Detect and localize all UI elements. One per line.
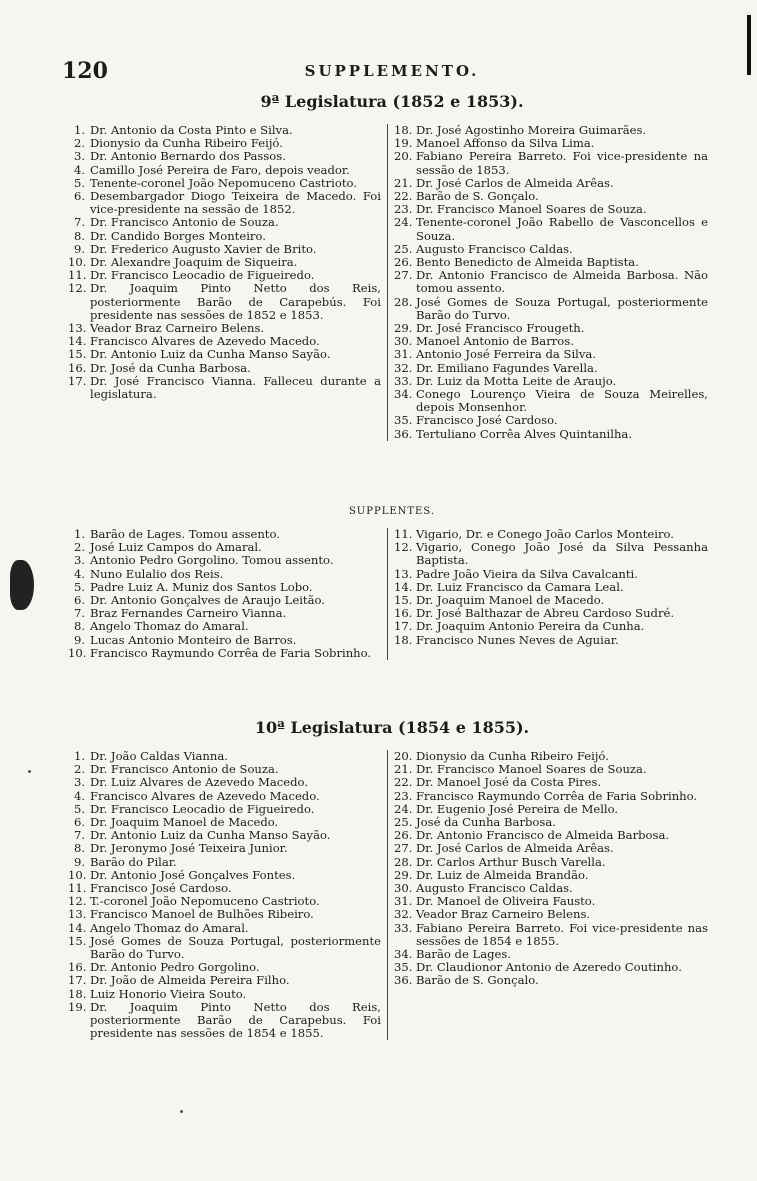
list-item — [394, 922, 708, 948]
item-text: Dr. Antonio Francisco de Almeida Barbosa. Não tomou assento. — [416, 268, 708, 296]
item-text: Dionysio da Cunha Ribeiro Feijó. — [90, 136, 283, 151]
list-item — [68, 908, 381, 921]
item-text: Veador Braz Carneiro Belens. — [90, 321, 265, 336]
item-text: Dr. Antonio da Costa Pinto e Silva. — [90, 123, 293, 137]
page-number: 120 — [62, 58, 108, 84]
item-number: 14. — [68, 334, 87, 349]
list-item — [68, 554, 381, 567]
supplentes-left-column — [68, 528, 388, 660]
item-text: Angelo Thomaz do Amaral. — [90, 920, 249, 935]
legislatura-10-right-column — [388, 750, 708, 1040]
item-text: Dr. Alexandre Joaquim de Siqueira. — [90, 255, 298, 270]
item-number: 34. — [394, 947, 413, 962]
margin-ink-rule — [747, 15, 751, 75]
list-item — [68, 230, 381, 243]
item-text: Padre Luiz A. Muniz dos Santos Lobo. — [90, 579, 313, 594]
item-number: 2. — [73, 762, 85, 777]
item-number: 11. — [68, 268, 87, 283]
list-item — [394, 620, 708, 633]
item-text: Dr. Joaquim Pinto Netto dos Reis, posteriormente Barão de Carapebús. Foi presidente nas sessões de 1852 e 1853. — [90, 281, 381, 322]
item-text: Barão de S. Gonçalo. — [416, 973, 539, 988]
item-number: 20. — [394, 149, 413, 164]
item-text: José Luiz Campos do Amaral. — [90, 540, 262, 555]
item-number: 14. — [68, 920, 87, 935]
list-item — [394, 428, 708, 441]
list-item — [394, 568, 708, 581]
item-number: 5. — [73, 801, 85, 816]
list-item — [394, 216, 708, 242]
item-number: 33. — [394, 920, 413, 935]
item-number: 18. — [68, 986, 87, 1001]
list-item — [394, 856, 708, 869]
item-number: 35. — [394, 960, 413, 975]
item-text: Dr. Francisco Antonio de Souza. — [90, 215, 279, 230]
item-text: Dr. José da Cunha Barbosa. — [90, 360, 251, 375]
list-item — [68, 856, 381, 869]
item-number: 19. — [394, 136, 413, 151]
item-text: Dr. Luiz de Almeida Brandão. — [416, 867, 589, 882]
item-number: 17. — [68, 373, 87, 388]
list-item — [68, 634, 381, 647]
item-text: Angelo Thomaz do Amaral. — [90, 619, 249, 634]
item-text: Tenente-coronel João Rabello de Vasconcellos e Souza. — [416, 215, 708, 243]
item-text: Francisco Raymundo Corrêa de Faria Sobrinho. — [416, 788, 698, 803]
list-item — [68, 568, 381, 581]
item-number: 1. — [73, 749, 85, 763]
item-number: 31. — [394, 894, 413, 909]
legislatura-9-title: 9ª Legislatura (1852 e 1853). — [260, 92, 524, 111]
item-text: Bento Benedicto de Almeida Baptista. — [416, 255, 639, 270]
page-header — [62, 58, 722, 82]
item-text: Dionysio da Cunha Ribeiro Feijó. — [416, 749, 609, 763]
item-number: 30. — [394, 334, 413, 349]
item-text: Dr. José Francisco Frougeth. — [416, 321, 585, 336]
item-number: 8. — [73, 841, 85, 856]
item-text: Manoel Affonso da Silva Lima. — [416, 136, 595, 151]
ink-speck — [180, 1110, 183, 1113]
list-item — [394, 634, 708, 647]
item-number: 28. — [394, 294, 413, 309]
legislatura-10-left-column — [68, 750, 388, 1040]
item-text: Dr. Frederico Augusto Xavier de Brito. — [90, 241, 317, 256]
item-text: Augusto Francisco Caldas. — [416, 881, 573, 896]
item-text: Dr. Antonio José Gonçalves Fontes. — [90, 867, 296, 882]
item-text: Dr. Luiz Alvares de Azevedo Macedo. — [90, 775, 309, 790]
supplentes-list — [68, 528, 708, 660]
list-item — [68, 164, 381, 177]
item-number: 27. — [394, 841, 413, 856]
item-number: 2. — [73, 136, 85, 151]
item-text: T.-coronel João Nepomuceno Castrioto. — [90, 894, 320, 909]
item-number: 7. — [73, 606, 85, 621]
legislatura-9-right-column — [388, 124, 708, 441]
item-number: 24. — [394, 801, 413, 816]
item-number: 13. — [394, 566, 413, 581]
item-text: Antonio Pedro Gorgolino. Tomou assento. — [90, 553, 334, 568]
list-item — [68, 1001, 381, 1041]
item-number: 22. — [394, 189, 413, 204]
item-text: Dr. Luiz Francisco da Camara Leal. — [416, 579, 624, 594]
item-text: Vigario, Conego João José da Silva Pessanha Baptista. — [416, 540, 708, 568]
item-number: 26. — [394, 828, 413, 843]
item-text: Dr. Francisco Manoel Soares de Souza. — [416, 762, 647, 777]
item-text: Dr. João Caldas Vianna. — [90, 749, 228, 763]
item-number: 20. — [394, 749, 413, 763]
item-number: 7. — [73, 828, 85, 843]
item-number: 6. — [73, 189, 85, 204]
item-text: Lucas Antonio Monteiro de Barros. — [90, 632, 297, 647]
item-text: Desembargador Diogo Teixeira de Macedo. Foi vice-presidente na sessão de 1852. — [90, 189, 381, 217]
item-text: Dr. Carlos Arthur Busch Varella. — [416, 854, 606, 869]
list-item — [394, 348, 708, 361]
item-number: 13. — [68, 321, 87, 336]
item-number: 17. — [394, 619, 413, 634]
item-text: Dr. João de Almeida Pereira Filho. — [90, 973, 290, 988]
item-number: 6. — [73, 815, 85, 830]
item-number: 28. — [394, 854, 413, 869]
list-item — [68, 150, 381, 163]
list-item — [68, 282, 381, 322]
item-text: Dr. Francisco Manoel Soares de Souza. — [416, 202, 647, 217]
item-number: 11. — [394, 527, 413, 541]
list-item — [394, 790, 708, 803]
item-text: José Gomes de Souza Portugal, posteriormente Barão do Turvo. — [90, 933, 381, 962]
item-number: 1. — [73, 527, 85, 541]
list-item — [68, 776, 381, 789]
item-number: 18. — [394, 123, 413, 137]
item-text: Dr. Joaquim Manoel de Macedo. — [416, 593, 605, 608]
item-number: 16. — [68, 960, 87, 975]
item-text: Dr. José Agostinho Moreira Guimarães. — [416, 123, 647, 137]
item-text: Francisco Raymundo Corrêa de Faria Sobrinho. — [90, 645, 372, 660]
item-text: Francisco Manoel de Bulhões Ribeiro. — [90, 907, 314, 922]
item-text: Francisco José Cardoso. — [416, 413, 558, 428]
item-text: Veador Braz Carneiro Belens. — [416, 907, 591, 922]
item-number: 6. — [73, 593, 85, 608]
legislatura-10-title: 10ª Legislatura (1854 e 1855). — [254, 718, 530, 737]
item-text: Conego Lourenço Vieira de Souza Meirelles, depois Monsenhor. — [416, 387, 708, 415]
item-text: Camillo José Pereira de Faro, depois veador. — [90, 162, 350, 177]
item-number: 3. — [73, 149, 85, 164]
item-text: Dr. José Carlos de Almeida Arêas. — [416, 841, 614, 856]
item-text: José Gomes de Souza Portugal, posteriormente Barão do Turvo. — [416, 294, 708, 322]
supplentes-right-column — [388, 528, 708, 660]
item-text: Dr. Francisco Antonio de Souza. — [90, 762, 279, 777]
item-text: Francisco Nunes Neves de Aguiar. — [416, 632, 619, 647]
list-item — [394, 842, 708, 855]
list-item — [68, 216, 381, 229]
item-number: 32. — [394, 907, 413, 922]
item-text: Luiz Honorio Vieira Souto. — [90, 986, 247, 1001]
item-number: 8. — [73, 619, 85, 634]
item-text: Dr. Candido Borges Monteiro. — [90, 228, 266, 243]
item-text: Dr. Claudionor Antonio de Azeredo Coutinho. — [416, 960, 682, 975]
item-text: Francisco José Cardoso. — [90, 881, 232, 896]
list-item — [68, 647, 381, 660]
item-number: 16. — [394, 606, 413, 621]
legislatura-10-list — [68, 750, 708, 1040]
item-number: 7. — [73, 215, 85, 230]
item-number: 18. — [394, 632, 413, 647]
item-number: 12. — [68, 894, 87, 909]
item-number: 8. — [73, 228, 85, 243]
list-item — [68, 375, 381, 401]
item-number: 23. — [394, 788, 413, 803]
legislatura-9-left-column — [68, 124, 388, 441]
list-item — [394, 414, 708, 427]
item-text: Barão de Lages. — [416, 947, 512, 962]
item-text: Nuno Eulalio dos Reis. — [90, 566, 224, 581]
item-number: 1. — [73, 123, 85, 137]
item-text: Dr. Jeronymo José Teixeira Junior. — [90, 841, 288, 856]
item-number: 5. — [73, 579, 85, 594]
item-number: 16. — [68, 360, 87, 375]
item-text: Dr. Antonio Bernardo dos Passos. — [90, 149, 286, 164]
item-number: 36. — [394, 426, 413, 441]
item-number: 35. — [394, 413, 413, 428]
item-text: Augusto Francisco Caldas. — [416, 241, 573, 256]
item-text: Dr. Manoel José da Costa Pires. — [416, 775, 602, 790]
item-number: 10. — [68, 645, 87, 660]
item-number: 13. — [68, 907, 87, 922]
item-number: 19. — [68, 999, 87, 1014]
list-item — [68, 620, 381, 633]
list-item — [394, 974, 708, 987]
item-text: Dr. José Francisco Vianna. Falleceu durante a legislatura. — [90, 373, 381, 402]
list-item — [68, 935, 381, 961]
item-number: 23. — [394, 202, 413, 217]
item-number: 10. — [68, 867, 87, 882]
item-number: 26. — [394, 255, 413, 270]
item-text: Dr. Manoel de Oliveira Fausto. — [416, 894, 596, 909]
item-text: Dr. Luiz da Motta Leite de Araujo. — [416, 373, 617, 388]
item-number: 30. — [394, 881, 413, 896]
item-text: Dr. Francisco Leocadio de Figueiredo. — [90, 268, 315, 283]
item-text: Vigario, Dr. e Conego João Carlos Monteiro. — [416, 527, 674, 541]
item-number: 5. — [73, 175, 85, 190]
item-text: Manoel Antonio de Barros. — [416, 334, 574, 349]
item-text: Dr. José Balthazar de Abreu Cardoso Sudré. — [416, 606, 675, 621]
legislatura-9-list — [68, 124, 708, 441]
list-item — [394, 150, 708, 176]
item-text: Dr. Antonio Francisco de Almeida Barbosa. — [416, 828, 670, 843]
item-number: 27. — [394, 268, 413, 283]
list-item — [68, 842, 381, 855]
item-text: Padre João Vieira da Silva Cavalcanti. — [416, 566, 638, 581]
item-number: 34. — [394, 387, 413, 402]
item-number: 32. — [394, 360, 413, 375]
item-text: Dr. Antonio Luiz da Cunha Manso Sayão. — [90, 828, 331, 843]
item-number: 36. — [394, 973, 413, 988]
item-number: 4. — [73, 566, 85, 581]
item-number: 14. — [394, 579, 413, 594]
item-number: 11. — [68, 881, 87, 896]
list-item — [394, 388, 708, 414]
item-number: 12. — [68, 281, 87, 296]
item-text: Francisco Alvares de Azevedo Macedo. — [90, 788, 320, 803]
item-number: 15. — [394, 593, 413, 608]
item-number: 25. — [394, 815, 413, 830]
item-number: 4. — [73, 162, 85, 177]
item-number: 22. — [394, 775, 413, 790]
supplentes-title: SUPPLENTES. — [348, 506, 436, 517]
item-number: 31. — [394, 347, 413, 362]
item-number: 21. — [394, 175, 413, 190]
item-number: 10. — [68, 255, 87, 270]
item-number: 15. — [68, 933, 87, 948]
item-text: Fabiano Pereira Barreto. Foi vice-presidente na sessão de 1853. — [416, 149, 708, 177]
item-text: Francisco Alvares de Azevedo Macedo. — [90, 334, 320, 349]
item-text: José da Cunha Barbosa. — [416, 815, 556, 830]
item-number: 25. — [394, 241, 413, 256]
item-number: 3. — [73, 775, 85, 790]
item-text: Barão de Lages. Tomou assento. — [90, 527, 280, 541]
item-number: 24. — [394, 215, 413, 230]
item-number: 3. — [73, 553, 85, 568]
item-text: Antonio José Ferreira da Silva. — [416, 347, 597, 362]
item-text: Dr. Eugenio José Pereira de Mello. — [416, 801, 619, 816]
item-text: Dr. Joaquim Manoel de Macedo. — [90, 815, 279, 830]
item-text: Dr. José Carlos de Almeida Arêas. — [416, 175, 614, 190]
list-item — [68, 362, 381, 375]
ink-speck — [28, 770, 31, 773]
list-item — [68, 348, 381, 361]
item-text: Dr. Antonio Gonçalves de Araujo Leitão. — [90, 593, 325, 608]
item-number: 9. — [73, 632, 85, 647]
item-number: 9. — [73, 854, 85, 869]
list-item — [68, 974, 381, 987]
item-number: 17. — [68, 973, 87, 988]
item-number: 15. — [68, 347, 87, 362]
item-number: 12. — [394, 540, 413, 555]
running-title: SUPPLEMENTO. — [304, 62, 480, 80]
item-number: 4. — [73, 788, 85, 803]
item-number: 2. — [73, 540, 85, 555]
item-text: Tenente-coronel João Nepomuceno Castrioto. — [90, 175, 357, 190]
item-text: Dr. Antonio Luiz da Cunha Manso Sayão. — [90, 347, 331, 362]
list-item — [394, 541, 708, 567]
list-item — [394, 269, 708, 295]
list-item — [394, 908, 708, 921]
item-text: Dr. Emiliano Fagundes Varella. — [416, 360, 598, 375]
item-text: Tertuliano Corrêa Alves Quintanilha. — [416, 426, 633, 441]
item-number: 9. — [73, 241, 85, 256]
item-text: Dr. Francisco Leocadio de Figueiredo. — [90, 801, 315, 816]
item-number: 29. — [394, 867, 413, 882]
list-item — [68, 190, 381, 216]
item-text: Dr. Joaquim Pinto Netto dos Reis, posteriormente Barão de Carapebus. Foi presidente nas sessões de 1854 e 1855. — [90, 999, 381, 1041]
list-item — [394, 296, 708, 322]
item-text: Dr. Antonio Pedro Gorgolino. — [90, 960, 260, 975]
list-item — [68, 790, 381, 803]
ink-blot — [10, 560, 34, 610]
item-text: Barão de S. Gonçalo. — [416, 189, 539, 204]
item-text: Barão do Pilar. — [90, 854, 177, 869]
item-text: Braz Fernandes Carneiro Vianna. — [90, 606, 287, 621]
list-item — [68, 922, 381, 935]
item-number: 21. — [394, 762, 413, 777]
list-item — [394, 362, 708, 375]
item-number: 33. — [394, 373, 413, 388]
list-item — [68, 988, 381, 1001]
item-text: Dr. Joaquim Antonio Pereira da Cunha. — [416, 619, 645, 634]
list-item — [394, 776, 708, 789]
item-number: 29. — [394, 321, 413, 336]
item-text: Fabiano Pereira Barreto. Foi vice-presidente nas sessões de 1854 e 1855. — [416, 920, 708, 948]
